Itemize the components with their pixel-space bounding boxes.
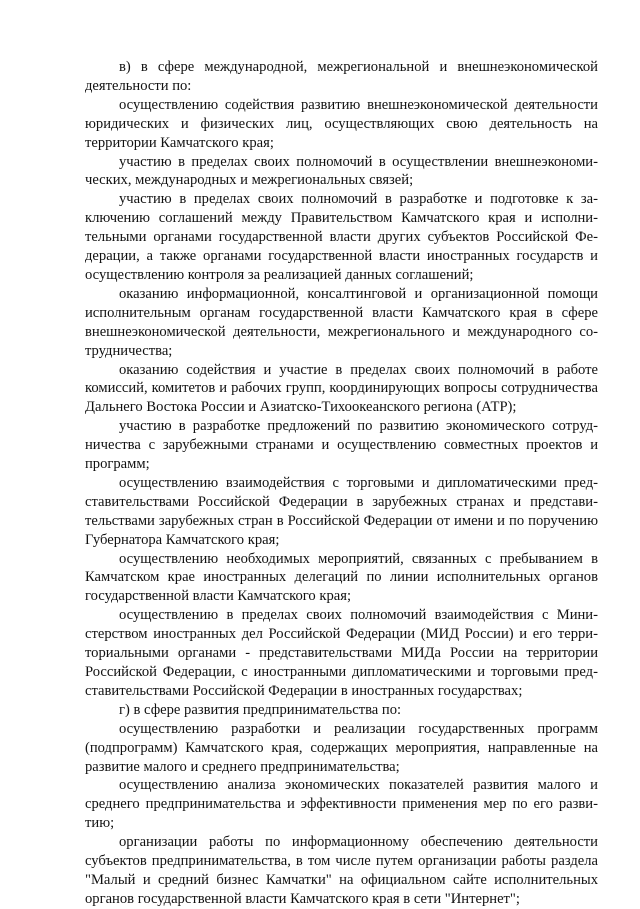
- paragraph-agreements: участию в пределах своих полномочий в разработке и подготовке к заключению соглашений между Правительством Камчатского края и исполнительными органами государственной власти других субъектов Российской Федерации, а также органами государственной власти иностранных государств и осуществлению контроля за реализацией данных соглашений;: [85, 191, 598, 283]
- paragraph-foreign-economic-support: осуществлению содействия развитию внешнеэкономической деятельности юридических и физических лиц, осуществляющих свою деятельность на территории Камчатского края;: [85, 96, 598, 151]
- paragraph-international-intro: в) в сфере международной, межрегиональной и внешнеэкономической деятельности по:: [85, 59, 598, 94]
- paragraph-entrepreneurship-intro: г) в сфере развития предпринимательства по:: [119, 701, 402, 718]
- paragraph-commissions: оказанию содействия и участие в пределах своих полномочий в работе комиссий, комитетов и рабочих групп, координирующих вопросы сотрудничества Дальнего Востока России и Азиатско-Тихоокеанского региона (АТР);: [85, 361, 598, 416]
- paragraph-consulting-assistance: оказанию информационной, консалтинговой и организационной помощи исполнительным органам государственной власти Камчатского края в сфере внешнеэкономической деятельности, межрегионального и международного сотрудничества;: [85, 285, 598, 359]
- paragraph-indicator-analysis: осуществлению анализа экономических показателей развития малого и среднего предпринимательства и эффективности применения мер по его развитию;: [85, 777, 598, 832]
- paragraph-trade-missions: осуществлению взаимодействия с торговыми и дипломатическими представительствами Российской Федерации в зарубежных странах и представительствами зарубежных стран в Российской Федерации от имени и по поручению Губернатора Камчатского края;: [85, 474, 598, 548]
- paragraph-economic-cooperation: участию в разработке предложений по развитию экономического сотрудничества с зарубежными странами и осуществлению совместных проектов и программ;: [85, 418, 598, 473]
- paragraph-information-support: организации работы по информационному обеспечению деятельности субъектов предпринимательства, в том числе путем организации работы раздела "Малый и средний бизнес Камчатки" на официальном сайте исполнительных органов государственной власти Камчатского края в сети "Интернет";: [85, 834, 598, 907]
- paragraph-foreign-relations: участию в пределах своих полномочий в осуществлении внешнеэкономических, международных и межрегиональных связей;: [85, 153, 598, 189]
- paragraph-foreign-ministry: осуществлению в пределах своих полномочий взаимодействия с Министерством иностранных дел Российской Федерации (МИД России) и его территориальными органами - представительствами МИДа России на территории Российской Федерации, с иностранными дипломатическими и торговыми представительствами Российской Федерации в иностранных государствах;: [85, 607, 598, 699]
- paragraph-foreign-delegations: осуществлению необходимых мероприятий, связанных с пребыванием в Камчатском крае иностранных делегаций по линии исполнительных органов государственной власти Камчатского края;: [85, 550, 598, 605]
- paragraph-state-programs: осуществлению разработки и реализации государственных программ (подпрограмм) Камчатского края, содержащих мероприятия, направленные на развитие малого и среднего предпринимательства;: [85, 720, 598, 775]
